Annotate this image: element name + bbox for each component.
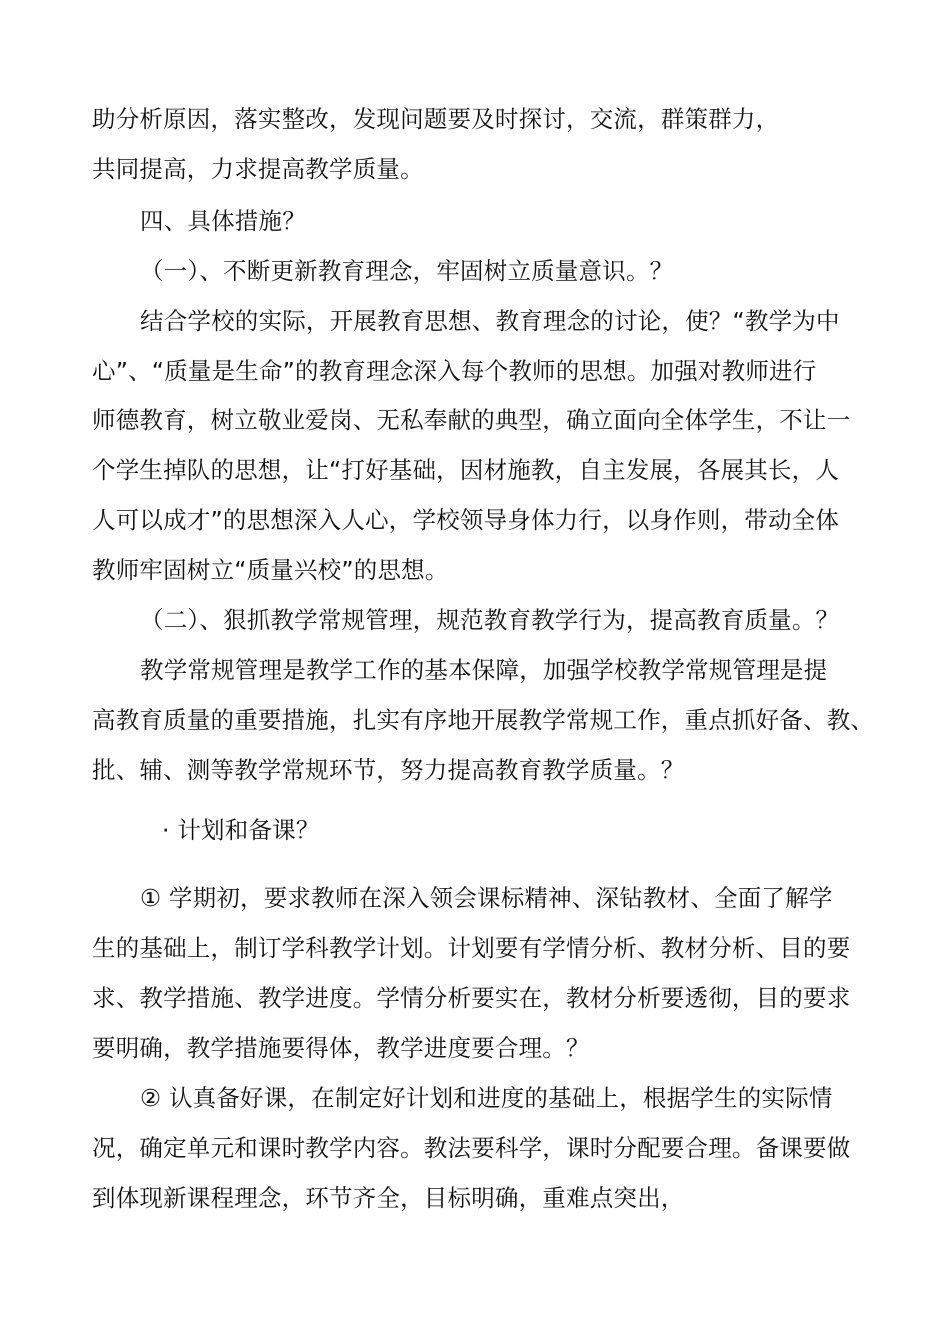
section-heading: 四、具体措施？ [140, 207, 306, 235]
text-line: 批、辅、测等教学常规环节，努力提高教育教学质量。？ [92, 756, 685, 784]
text-line: 助分析原因，落实整改，发现问题要及时探讨，交流，群策群力， [92, 105, 780, 133]
text-line: 况，确定单元和课时教学内容。教法要科学，课时分配要合理。备课要做 [92, 1134, 851, 1162]
item-heading: · 计划和备课？ [162, 816, 320, 844]
text-line: 教师牢固树立“质量兴校”的思想。 [92, 556, 449, 584]
text-line: 个学生掉队的思想，让“打好基础，因材施教，自主发展，各展其长，人 [92, 456, 840, 484]
text-line: 生的基础上，制订学科教学计划。计划要有学情分析、教材分析、目的要 [92, 934, 851, 962]
text-line: 求、教学措施、教学进度。学情分析要实在，教材分析要透彻，目的要求 [92, 984, 851, 1012]
text-line: 教学常规管理是教学工作的基本保障，加强学校教学常规管理是提 [140, 656, 828, 684]
text-line: 师德教育，树立敬业爱岗、无私奉献的典型，确立面向全体学生，不让一 [92, 406, 851, 434]
text-line: ① 学期初，要求教师在深入领会课标精神、深钻教材、全面了解学 [140, 884, 833, 912]
text-line: ② 认真备好课，在制定好计划和进度的基础上，根据学生的实际情 [140, 1084, 833, 1112]
text-line: 人可以成才”的思想深入人心，学校领导身体力行，以身作则，带动全体 [92, 506, 840, 534]
text-line: 要明确，教学措施要得体，教学进度要合理。？ [92, 1034, 590, 1062]
subsection-heading: （一）、不断更新教育理念，牢固树立质量意识。？ [140, 257, 674, 285]
text-line: 到体现新课程理念，环节齐全，目标明确，重难点突出， [92, 1184, 685, 1212]
text-line: 高教育质量的重要措施，扎实有序地开展教学常规工作，重点抓好备、教、 [92, 706, 875, 734]
subsection-heading: （二）、狠抓教学常规管理，规范教育教学行为，提高教育质量。？ [140, 606, 840, 634]
text-line: 心”、“质量是生命”的教育理念深入每个教师的思想。加强对教师进行 [92, 357, 817, 385]
text-line: 共同提高，力求提高教学质量。 [92, 155, 424, 183]
text-line: 结合学校的实际，开展教育思想、教育理念的讨论，使？“教学为中 [140, 307, 840, 335]
